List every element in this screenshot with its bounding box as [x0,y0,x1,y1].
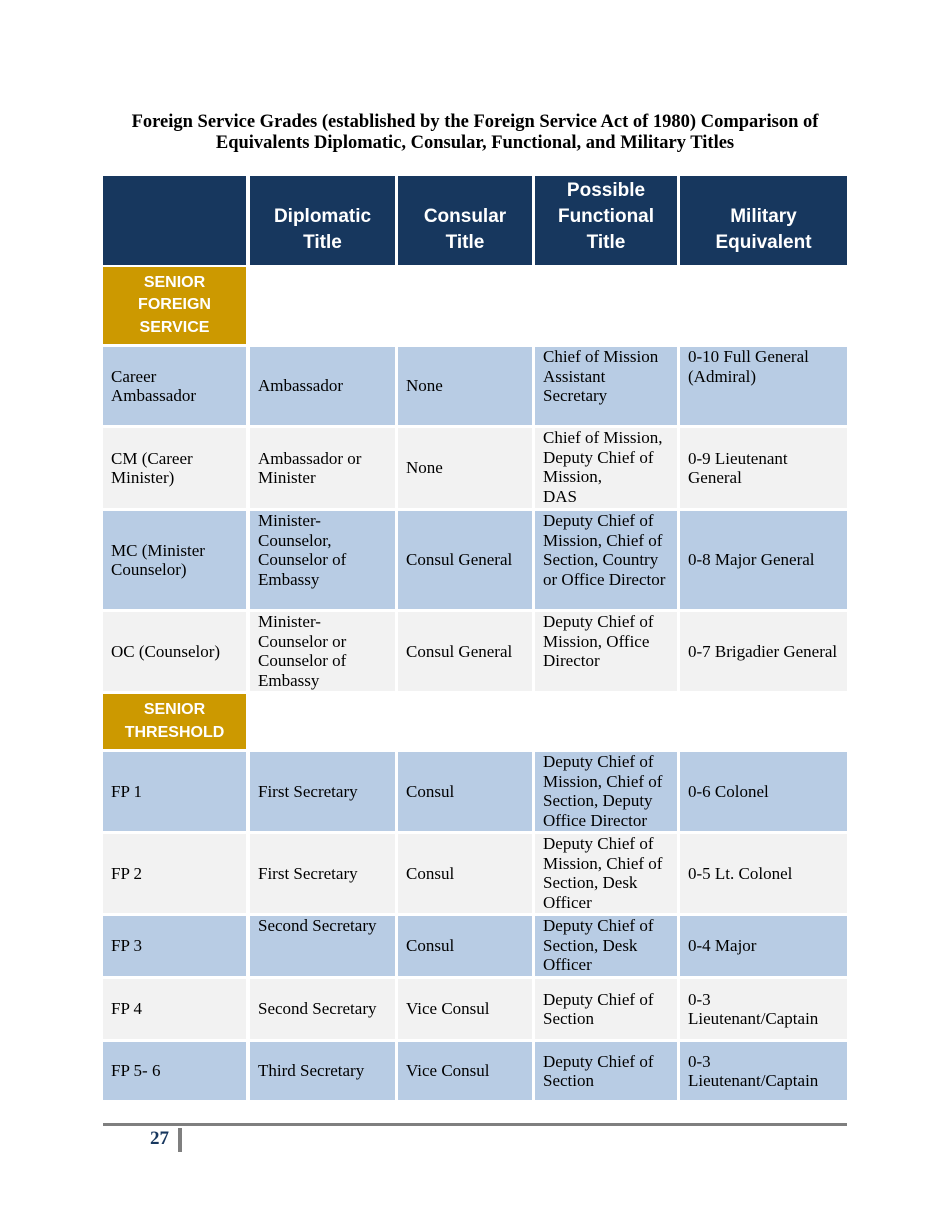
table-cell-functional-line: Mission, Chief of [543,771,663,791]
table-cell-grade-line: FP 3 [111,936,143,956]
table-cell-grade-line: FP 2 [111,863,143,883]
table-cell-military [680,347,847,425]
table-cell-consular [398,916,532,976]
table-cell-military-line: 0-10 Full General [688,347,809,366]
table-cell-consular [398,511,532,609]
table-cell-consular [398,979,532,1039]
table-cell-grade [103,612,246,691]
table-cell-functional-line: Officer [543,955,592,974]
table-cell-military-line: (Admiral) [688,366,756,386]
header-col3 [398,176,532,265]
table-cell-functional-line: Section, Country [543,550,659,569]
table-cell-diplomatic-line: First Secretary [258,863,358,883]
table-cell-functional-line: Office Director [543,810,647,830]
table-cell-functional-line: Section [543,1071,594,1090]
table-cell-grade-line: CM (Career [111,448,193,468]
table-cell-functional-line: Mission, Chief of [543,530,663,550]
table-cell-grade [103,752,246,831]
page-number-bar [178,1128,182,1152]
page-title [70,112,880,154]
title-line-2: Equivalents Diplomatic, Consular, Functional, and Military Titles [215,133,735,153]
table-cell-grade-line: Counselor) [111,560,187,579]
table-cell-functional [535,428,677,508]
table-cell-diplomatic [250,511,395,609]
table-cell-military [680,612,847,691]
table-cell-diplomatic [250,834,395,913]
section-senior-foreign-service-line: SENIOR [143,273,206,291]
table-cell-diplomatic [250,916,395,976]
table-cell-consular-line: Vice Consul [406,1061,490,1081]
table-cell-diplomatic-line: Second Secretary [258,916,377,935]
header-col4-line: Functional [557,206,655,227]
section-senior-foreign-service-line: FOREIGN [138,296,211,314]
table-cell-consular [398,752,532,831]
table-cell-functional-line: Secretary [543,386,608,405]
header-col2-line: Diplomatic [273,206,372,227]
table-cell-grade-line: FP 4 [111,999,143,1019]
table-cell-functional-line: Deputy Chief of [543,752,654,771]
table-cell-consular-line: Consul [406,863,455,883]
table-cell-functional-line: Deputy Chief of [543,612,654,631]
table-cell-functional-line: Chief of Mission, [543,428,663,447]
table-cell-grade [103,1042,246,1100]
table-cell-functional [535,1042,677,1100]
table-cell-military-line: 0-3 [688,1051,711,1071]
table-cell-military-line: Lieutenant/Captain [688,1071,819,1090]
table-cell-military [680,979,847,1039]
table-cell-diplomatic-line: Third Secretary [258,1061,365,1081]
table-cell-diplomatic-line: Counselor of [258,550,347,569]
table-cell-consular-line: Consul [406,781,455,801]
table-cell-functional [535,916,677,976]
table-cell-functional-line: Section [543,1009,594,1028]
table-cell-diplomatic-line: Counselor, [258,530,332,550]
table-cell-grade-line: Minister) [111,468,175,487]
table-cell-functional [535,511,677,609]
header-col4-line: Possible [566,180,646,201]
table-cell-consular [398,612,532,691]
table-cell-functional-line: Section, Deputy [543,791,653,810]
page-number: 27 [150,1128,169,1149]
table-cell-functional-line: Deputy Chief of [543,447,654,467]
table-cell-diplomatic [250,347,395,425]
table-cell-consular-line: Vice Consul [406,999,490,1019]
table-cell-functional-line: Director [543,651,600,670]
header-col5 [680,176,847,265]
header-col4-line: Title [586,232,626,253]
table-cell-functional-line: Mission, Office [543,631,650,651]
table-cell-grade-line: OC (Counselor) [111,641,221,661]
table-cell-diplomatic-line: Minister [258,468,316,487]
table-cell-functional [535,752,677,831]
table-cell-consular [398,1042,532,1100]
footer-divider [103,1123,847,1126]
table-cell-consular-line: Consul General [406,641,513,661]
table-cell-military [680,1042,847,1100]
header-col1 [103,176,246,265]
table-cell-functional-line: Mission, Chief of [543,853,663,873]
table-cell-functional-line: Section, Desk [543,873,638,892]
header-col4 [535,176,677,265]
table-cell-functional-line: Deputy Chief of [543,834,654,853]
table-cell-grade [103,834,246,913]
table-cell-grade [103,916,246,976]
table-cell-functional [535,834,677,913]
table-cell-diplomatic-line: Minister- [258,511,321,530]
table-cell-diplomatic-line: Minister- [258,612,321,631]
table-cell-diplomatic-line: Embassy [258,569,320,589]
table-cell-functional-line: Mission, [543,467,603,486]
table-cell-military-line: 0-4 Major [688,936,757,956]
table-cell-diplomatic-line: Counselor of [258,651,347,670]
table-cell-functional [535,612,677,691]
table-cell-functional [535,347,677,425]
header-col3-line: Title [445,232,485,253]
section-senior-foreign-service [103,267,246,344]
table-cell-functional-line: Officer [543,892,592,912]
table-cell-diplomatic-line: Embassy [258,670,320,690]
table-cell-consular-line: Consul General [406,550,513,570]
table-cell-diplomatic [250,612,395,691]
table-cell-grade-line: Ambassador [111,386,196,405]
table-cell-diplomatic-line: Counselor or [258,631,347,651]
table-cell-diplomatic-line: Ambassador or [258,448,362,468]
table-cell-diplomatic-line: Second Secretary [258,999,377,1019]
section-senior-threshold [103,694,246,749]
table-cell-grade [103,347,246,425]
table-cell-functional-line: Deputy Chief of [543,1051,654,1071]
section-senior-threshold-line: THRESHOLD [124,723,225,741]
table-cell-functional-line: Chief of Mission [543,347,659,366]
header-col2 [250,176,395,265]
header-col2-line: Title [303,232,342,253]
table-cell-consular [398,428,532,508]
table-cell-functional-line: Assistant [543,366,606,386]
table-cell-military [680,834,847,913]
section-senior-threshold-line: SENIOR [143,701,206,718]
table-cell-grade-line: Career [111,366,157,386]
table-cell-functional-line: DAS [543,486,578,506]
table-cell-military [680,916,847,976]
table-cell-military [680,428,847,508]
header-col3-line: Consular [423,206,507,227]
table-cell-functional [535,979,677,1039]
header-col5-line: Military [730,206,797,227]
table-cell-diplomatic [250,1042,395,1100]
table-cell-grade-line: FP 5- 6 [111,1061,161,1081]
table-cell-diplomatic [250,428,395,508]
table-cell-military-line: General [688,468,742,487]
table-cell-military-line: 0-3 [688,989,711,1009]
section-senior-foreign-service-line: SERVICE [139,318,210,336]
table-cell-military-line: 0-5 Lt. Colonel [688,863,793,883]
table-cell-consular-line: None [406,458,443,478]
table-cell-functional-line: Deputy Chief of [543,511,654,530]
table-cell-consular-line: None [406,376,443,396]
table-cell-military-line: 0-8 Major General [688,550,815,570]
table-cell-diplomatic-line: First Secretary [258,781,358,801]
table-cell-military-line: 0-7 Brigadier General [688,641,838,661]
table-cell-military-line: 0-6 Colonel [688,781,769,801]
title-line-1: Foreign Service Grades (established by the Foreign Service Act of 1980) Comparison of [131,112,819,132]
table-cell-diplomatic-line: Ambassador [258,376,343,396]
table-cell-military [680,752,847,831]
table-cell-military-line: 0-9 Lieutenant [688,448,788,468]
table-cell-consular-line: Consul [406,936,455,956]
table-cell-consular [398,834,532,913]
table-cell-diplomatic [250,752,395,831]
table-cell-military [680,511,847,609]
table-cell-consular [398,347,532,425]
table-cell-military-line: Lieutenant/Captain [688,1009,819,1028]
table-cell-diplomatic [250,979,395,1039]
table-cell-grade [103,428,246,508]
table-cell-functional-line: Deputy Chief of [543,989,654,1009]
header-col5-line: Equivalent [715,232,812,253]
table-cell-grade [103,979,246,1039]
table-cell-functional-line: or Office Director [543,569,666,589]
table-cell-grade [103,511,246,609]
table-cell-grade-line: FP 1 [111,781,143,801]
table-cell-functional-line: Deputy Chief of [543,916,654,935]
table-cell-grade-line: MC (Minister [111,540,205,560]
table-cell-functional-line: Section, Desk [543,935,638,955]
